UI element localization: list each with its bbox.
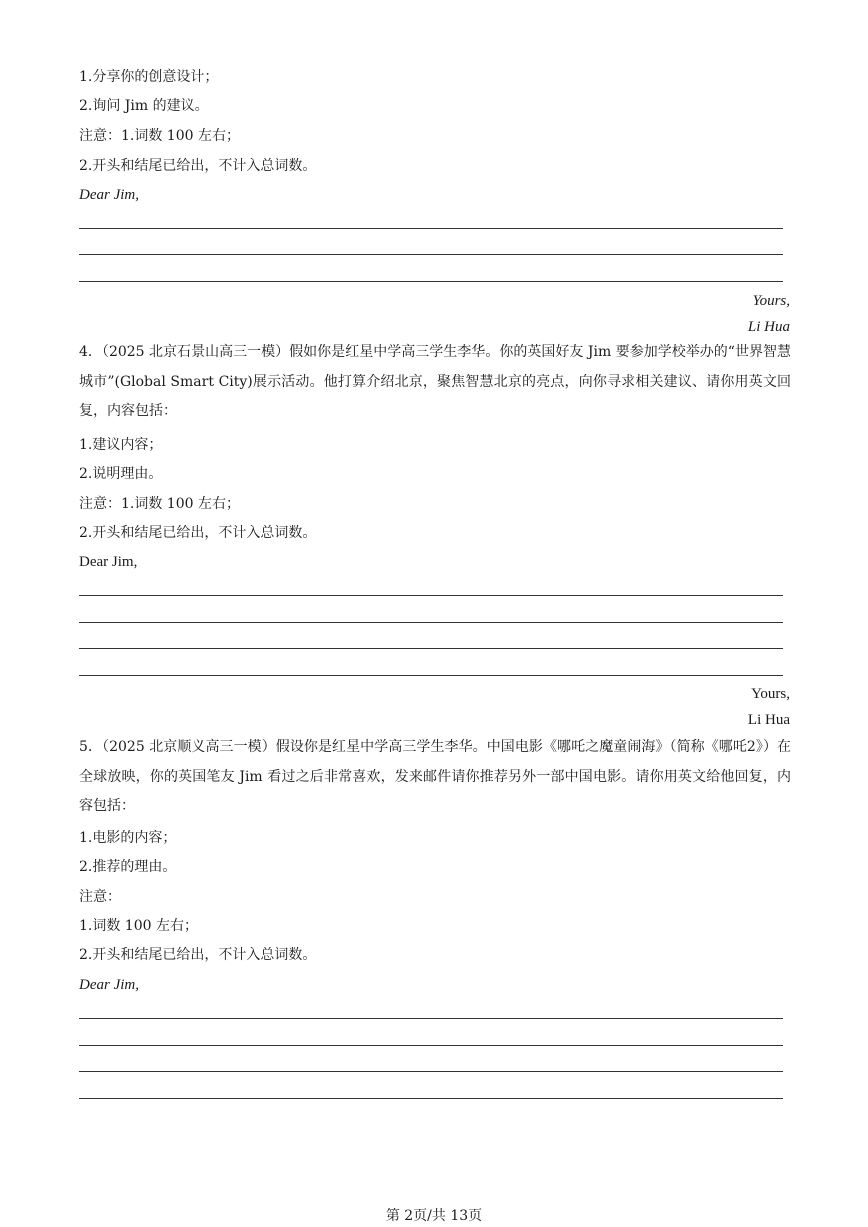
question-5-prompt: 5．（2025 北京顺义高三一模）假设你是红星中学高三学生李华。中国电影《哪吒之魔童闹海》（简称《哪吒2》）在全球放映，你的英国笔友 Jim 看过之后非常喜欢，发来邮件请你推荐另外一部中国电影。请你用英文给他回复，内容包括： <box>79 739 791 814</box>
answer-line <box>79 281 783 282</box>
q5-greeting: Dear Jim, <box>79 977 139 993</box>
answer-line <box>79 228 783 229</box>
answer-line <box>79 1045 783 1046</box>
answer-line <box>79 1098 783 1099</box>
q5-note-2: 2.开头和结尾已给出，不计入总词数。 <box>79 947 317 963</box>
answer-line <box>79 1018 783 1019</box>
q4-note-1: 注意：1.词数 100 左右； <box>79 496 240 512</box>
note-line-2: 2.开头和结尾已给出，不计入总词数。 <box>79 158 317 174</box>
page-number-footer: 第 2页/共 13页 <box>385 1208 483 1224</box>
q5-note-label: 注意： <box>79 889 121 905</box>
q4-item-1: 1.建议内容； <box>79 437 163 453</box>
q4-greeting: Dear Jim, <box>79 554 138 570</box>
answer-line <box>79 254 783 255</box>
task-item-2: 2.询问 Jim 的建议。 <box>79 98 209 114</box>
letter-signature: Li Hua <box>747 319 790 335</box>
q4-closing: Yours, <box>751 686 790 702</box>
task-item-1: 1.分享你的创意设计； <box>79 69 219 85</box>
answer-line <box>79 675 783 676</box>
answer-line <box>79 622 783 623</box>
answer-line <box>79 1071 783 1072</box>
answer-line <box>79 595 783 596</box>
q5-item-1: 1.电影的内容； <box>79 830 177 846</box>
note-line-1: 注意：1.词数 100 左右； <box>79 128 240 144</box>
letter-closing: Yours, <box>752 293 790 309</box>
q5-item-2: 2.推荐的理由。 <box>79 859 177 875</box>
q4-item-2: 2.说明理由。 <box>79 466 163 482</box>
letter-greeting: Dear Jim, <box>79 187 139 203</box>
answer-line <box>79 648 783 649</box>
q4-note-2: 2.开头和结尾已给出，不计入总词数。 <box>79 525 317 541</box>
q4-signature: Li Hua <box>747 712 790 728</box>
question-4-prompt: 4．（2025 北京石景山高三一模）假如你是红星中学高三学生李华。你的英国好友 Jim 要参加学校举办的“世界智慧城市”(Global Smart City)展示活动。他打算介绍北京，聚焦智慧北京的亮点，向你寻求相关建议、请你用英文回复，内容包括： <box>79 344 791 419</box>
q5-note-1: 1.词数 100 左右； <box>79 918 198 934</box>
